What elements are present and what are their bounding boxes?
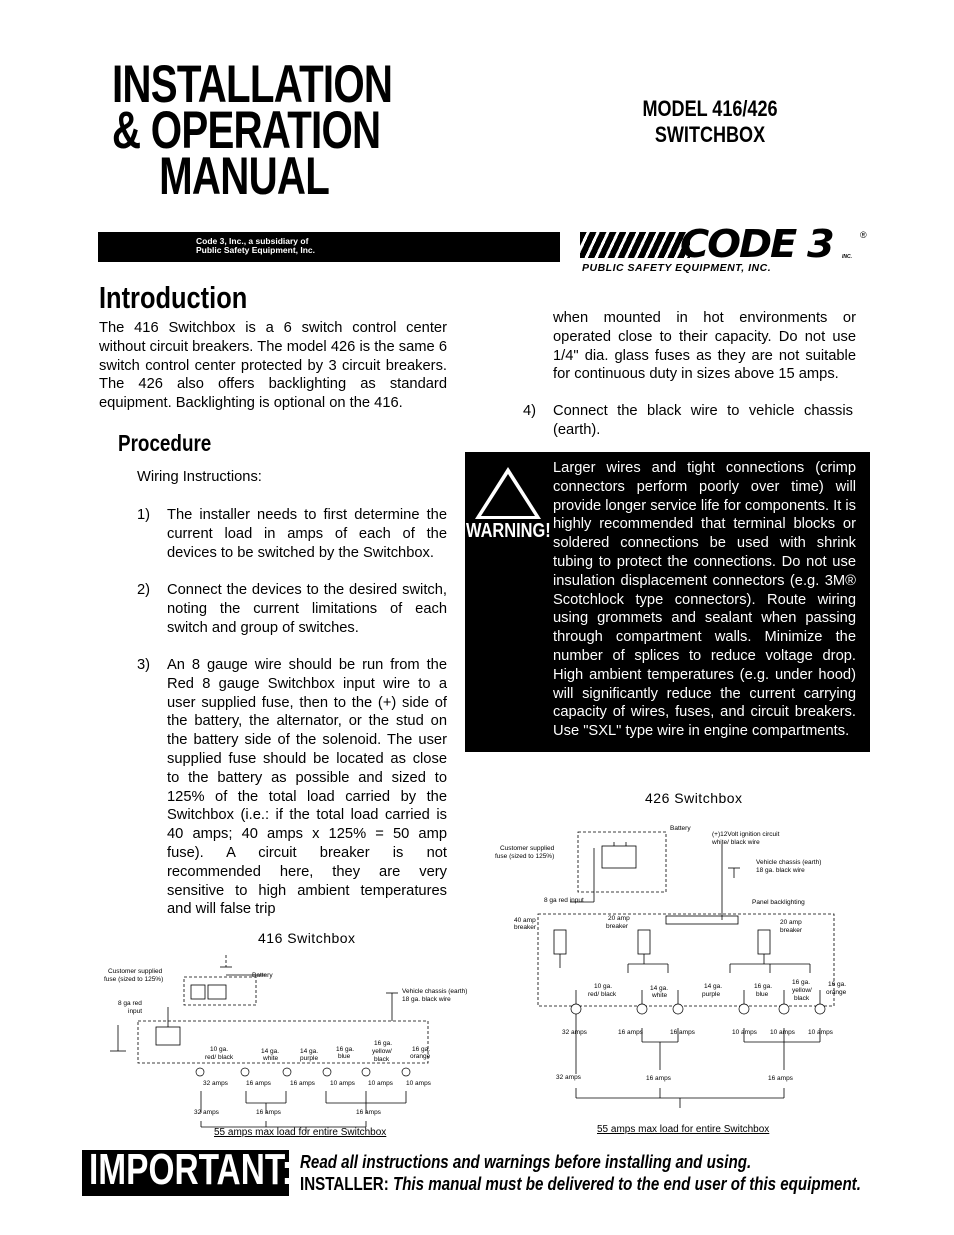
group-amps-1: 32 amps xyxy=(194,1109,219,1116)
wire-4-gauge-1: 16 ga. xyxy=(754,983,773,990)
group-amps-3: 16 amps xyxy=(768,1075,793,1082)
input-label: 8 ga red input xyxy=(544,897,584,904)
wire-2-amps: 16 amps xyxy=(618,1029,643,1036)
wire-2-amps: 16 amps xyxy=(246,1080,271,1087)
wire-1-gauge-2: red/ black xyxy=(588,991,617,998)
breaker-20a-1: 20 amp xyxy=(608,915,630,922)
model-line-1: MODEL 416/426 xyxy=(642,96,778,121)
diagram-426-caption: 426 Switchbox xyxy=(645,790,743,806)
wire-1-gauge-1: 10 ga. xyxy=(210,1046,229,1053)
wire-6-gauge-1: 16 ga. xyxy=(412,1046,431,1053)
wire-5-gauge-3: black xyxy=(794,995,810,1002)
wire-4-gauge-2: blue xyxy=(338,1053,351,1060)
important-label: IMPORTANT: xyxy=(89,1145,293,1194)
wire-2-gauge-2: white xyxy=(652,992,668,999)
step-text: Connect the devices to the desired switch, noting the current limitations of each switch and group of switches. xyxy=(167,582,447,636)
wire-5-gauge-1: 16 ga. xyxy=(374,1040,393,1047)
step-number: 2) xyxy=(137,582,151,598)
group-amps-2: 16 amps xyxy=(256,1109,281,1116)
wiring-instructions-label: Wiring Instructions: xyxy=(137,469,262,485)
diagram-426 xyxy=(490,818,865,1118)
chassis-label-2: 18 ga. black wire xyxy=(756,867,805,874)
diagram-416-caption: 416 Switchbox xyxy=(258,930,356,946)
logo-inc: INC. xyxy=(842,254,852,260)
step-text: The installer needs to first determine the current load in amps of each of the devices to be switched by the Switchbox. xyxy=(167,507,447,561)
introduction-text: The 416 Switchbox is a 6 switch control center without circuit breakers. The model 426 is the same 6 switch control center protected by 3 circuit breakers. The 426 also offers backlighting as standard equipment. Backlighting is optional on the 416. xyxy=(99,320,447,412)
group-amps-3: 16 amps xyxy=(356,1109,381,1116)
wire-5-gauge-3: black xyxy=(374,1056,390,1063)
important-line-1: Read all instructions and warnings before installing and using. xyxy=(300,1152,752,1172)
wire-3-amps: 16 amps xyxy=(670,1029,695,1036)
wire-5-amps: 10 amps xyxy=(368,1080,393,1087)
registered-mark: ® xyxy=(860,230,867,240)
wire-4-amps: 10 amps xyxy=(732,1029,757,1036)
input-label-1: 8 ga red xyxy=(118,1000,142,1007)
model-heading xyxy=(610,96,810,148)
step-number: 1) xyxy=(137,507,151,523)
logo-stripes-icon xyxy=(580,232,690,258)
step-number: 4) xyxy=(523,403,537,419)
chassis-label-1: Vehicle chassis (earth) xyxy=(756,859,822,866)
title-line-1: INSTALLATION xyxy=(112,55,393,114)
wire-4-amps: 10 amps xyxy=(330,1080,355,1087)
step-3-continued: when mounted in hot environments or operated close to their capacity. Do not use 1/4" dia. glass fuses as they are not suitable for continuous duty in sizes above 15 amps. xyxy=(553,310,856,383)
fuse-label-2: fuse (sized to 125%) xyxy=(495,853,555,860)
title-line-2: & OPERATION xyxy=(112,101,381,160)
input-label-2: input xyxy=(128,1008,143,1015)
wire-5-gauge-2: yellow/ xyxy=(372,1048,392,1055)
battery-label: Battery xyxy=(670,825,691,832)
installer-text: This manual must be delivered to the end user of this equipment. xyxy=(392,1174,861,1194)
diagram-426-total: 55 amps max load for entire Switchbox xyxy=(597,1124,770,1135)
warning-text: Larger wires and tight connections (crimp connectors perform poorly over time) will provide longer service life for components. It is highly recommended that terminal blocks or soldered connections be used with shrink tubing to protect the connections. Do not use insulation displacement connectors (e.g. 3M® Scotchlock type connectors). Route wiring using grommets and sealant when passing through compartment walls. Minimize the number of splices to reduce voltage drop. High ambient temperatures (e.g. under hood) will significantly reduce the current carrying capacity of wires, fuses, and circuit breakers. Use "SXL" type wire in engine compartments. xyxy=(553,460,856,740)
diagram-416-total: 55 amps max load for entire Switchbox xyxy=(214,1127,387,1138)
wire-6-amps: 10 amps xyxy=(808,1029,833,1036)
battery-label: Battery xyxy=(252,972,273,979)
warning-triangle-icon xyxy=(472,464,544,522)
step-number: 3) xyxy=(137,657,151,673)
banner-line-1: Code 3, Inc., a subsidiary of xyxy=(196,236,309,246)
wire-3-gauge-1: 14 ga. xyxy=(704,983,723,990)
wire-1-gauge-1: 10 ga. xyxy=(594,983,613,990)
group-amps-1: 32 amps xyxy=(556,1074,581,1081)
wire-2-gauge-2: white xyxy=(263,1055,279,1062)
step-text: Connect the black wire to vehicle chassis (earth). xyxy=(553,403,853,438)
wire-3-gauge-2: purple xyxy=(702,991,721,998)
manual-title xyxy=(112,55,432,206)
wire-4-gauge-2: blue xyxy=(756,991,769,998)
backlight-label: Panel backlighting xyxy=(752,899,805,906)
installer-label: INSTALLER: xyxy=(300,1174,389,1194)
introduction-heading: Introduction xyxy=(99,280,248,315)
wire-2-gauge-1: 14 ga. xyxy=(650,985,669,992)
wire-5-gauge-2: yellow/ xyxy=(792,987,812,994)
fuse-label-1: Customer supplied xyxy=(500,845,555,852)
wire-6-amps: 10 amps xyxy=(406,1080,431,1087)
fuse-label-2: fuse (sized to 125%) xyxy=(104,976,164,983)
code3-logo: CODE 3 xyxy=(680,222,833,266)
banner-company-text xyxy=(196,237,315,255)
wire-4-gauge-1: 16 ga. xyxy=(336,1046,355,1053)
wire-6-gauge-2: orange xyxy=(410,1053,431,1060)
chassis-label-2: 18 ga. black wire xyxy=(402,996,451,1003)
wire-5-amps: 10 amps xyxy=(770,1029,795,1036)
wire-1-amps: 32 amps xyxy=(203,1080,228,1087)
warning-label: WARNING! xyxy=(466,520,551,542)
procedure-heading: Procedure xyxy=(118,430,212,456)
chassis-label-1: Vehicle chassis (earth) xyxy=(402,988,468,995)
wire-2-gauge-1: 14 ga. xyxy=(261,1048,280,1055)
breaker-20a-2: breaker xyxy=(606,923,629,930)
wire-1-gauge-2: red/ black xyxy=(205,1054,234,1061)
important-line-2 xyxy=(300,1174,861,1195)
breaker-40-2: breaker xyxy=(514,924,537,931)
breaker-20b-2: breaker xyxy=(780,927,803,934)
wire-1-amps: 32 amps xyxy=(562,1029,587,1036)
model-line-2: SWITCHBOX xyxy=(654,122,766,147)
wire-3-amps: 16 amps xyxy=(290,1080,315,1087)
wire-6-gauge-1: 16 ga. xyxy=(828,981,847,988)
ignition-label-2: white/ black wire xyxy=(712,839,760,846)
breaker-40-1: 40 amp xyxy=(514,917,536,924)
wire-3-gauge-1: 14 ga. xyxy=(300,1048,319,1055)
ignition-label-1: (+)12Volt ignition circuit xyxy=(712,831,780,838)
wire-3-gauge-2: purple xyxy=(300,1055,319,1062)
diagram-416 xyxy=(96,955,486,1145)
breaker-20b-1: 20 amp xyxy=(780,919,802,926)
wire-6-gauge-2: orange xyxy=(826,989,847,996)
wire-5-gauge-1: 16 ga. xyxy=(792,979,811,986)
group-amps-2: 16 amps xyxy=(646,1075,671,1082)
fuse-label-1: Customer supplied xyxy=(108,968,163,975)
logo-subtitle: PUBLIC SAFETY EQUIPMENT, INC. xyxy=(582,262,772,274)
title-line-3: MANUAL xyxy=(159,147,330,206)
step-text: An 8 gauge wire should be run from the Red 8 gauge Switchbox input wire to a user supplied fuse, then to the (+) side of the battery, the alternator, or the stud on the battery side of the solenoid. The user supplied fuse should be located as close to the battery as possible and sized to 125% of the total load carried by the Switchbox (i.e.: if the total load carried is 40 amps; 40 amps x 125% = 50 amp fuse). A circuit breaker is not recommended here, they are very sensitive to high ambient temperatures and will false trip xyxy=(167,657,447,918)
banner-line-2: Public Safety Equipment, Inc. xyxy=(196,245,316,255)
